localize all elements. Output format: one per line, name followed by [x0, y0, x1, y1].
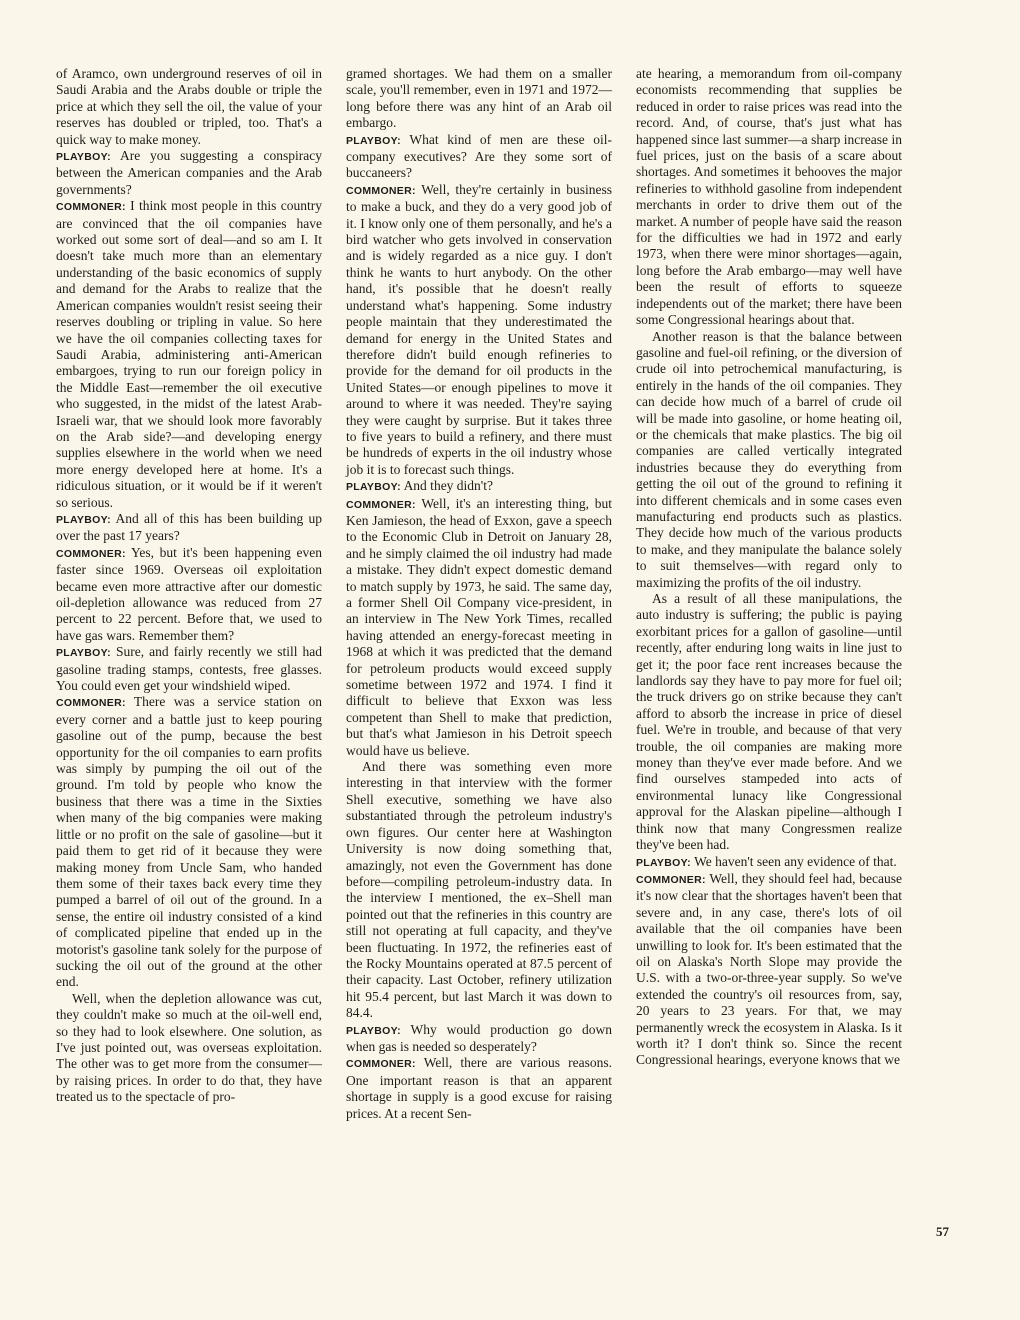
paragraph	[346, 1022, 612, 1056]
paragraph-text: And all of this has been building up over the past 17 years?	[56, 510, 322, 544]
paragraph	[56, 198, 322, 511]
paragraph	[636, 871, 902, 1069]
paragraph-text: Well, it's an interesting thing, but Ken Jamieson, the head of Exxon, gave a speech to the Economic Club in Detroit on January 28, and he simply claimed the oil industry had made a mistake. They didn't expect domestic demand to match supply by 1973, he said. The same day, a former Shell Oil Company vice-president, in an interview in The New York Times, recalled having attended an energy-forecast meeting in 1968 at which it was predicted that the demand for petroleum products would exceed supply sometime between 1972 and 1974. I find it difficult to believe that Exxon was less competent than Shell to make that prediction, but that's what Jamieson in his Detroit speech would have us believe.	[346, 495, 612, 758]
paragraph	[346, 66, 612, 132]
paragraph-text: of Aramco, own underground reserves of oil in Saudi Arabia and the Arabs double or triple the price at which they sell the oil, the value of your reserves has doubled or tripled, too. That's a quick way to make money.	[56, 66, 322, 147]
speaker-label: COMMONER:	[56, 697, 126, 710]
paragraph-text: As a result of all these manipulations, the auto industry is suffering; the public is paying exorbitant prices for a gallon of gasoline—until recently, after enduring long waits in line just to get it; the poor face rent increases because the landlords say they have to pay more for fuel oil; the truck drivers go on strike because they can't afford to absorb the increase in price of diesel fuel. We're in trouble, and because of that very trouble, the oil companies are making more money than they've ever made before. And we find ourselves stampeded into acts of environmental lunacy like Congressional approval for the Alaskan pipeline—although I think now that many Congressmen realize they've been had.	[636, 591, 902, 853]
paragraph-text: Yes, but it's been happening even faster since 1969. Overseas oil exploitation became even more attractive after our domestic oil-depletion allowance was reduced from 27 percent to 22 percent. Before that, we used to have gas wars. Remember them?	[56, 544, 323, 643]
paragraph	[346, 478, 612, 495]
paragraph	[346, 496, 612, 760]
paragraph	[56, 644, 322, 694]
paragraph	[636, 66, 902, 329]
page-number: 57	[936, 1224, 949, 1239]
paragraph-text: Are you suggesting a conspiracy between the American companies and the Arab governments?	[56, 148, 322, 197]
paragraph-text: Well, they're certainly in business to make a buck, and they do a very good job of it. I know only one of them personally, and he's a bird watcher who gets involved in conservation and is widely regarded as a nice guy. I don't think he wants to hurt anybody. On the other hand, it's possible that he doesn't really understand what's happening. Some industry people maintain that they underestimated the demand for energy in the United States and therefore didn't build enough refineries to provide for the demand for oil products in the United States—or enough pipelines to move it around to where it was needed. They're saying they were caught by surprise. But it takes three to five years to build a refinery, and there must be hundreds of experts in the oil industry whose job it is to forecast such things.	[346, 181, 612, 477]
paragraph-text: ate hearing, a memorandum from oil-company economists recommending that supplies be reduced in order to raise prices was read into the record. And, of course, that's just what has happened since last summer—a sharp increase in fuel prices, just on the basis of a scare about shortages. And sometimes it behooves the major refineries to withhold gasoline from independent merchants in order to drive them out of the market. A number of people have said the reason for the difficulties we had in 1972 and early 1973, when there were minor shortages—again, long before the Arab embargo—may well have been the result of efforts to squeeze independents out of the market; there have been some Congressional hearings about that.	[636, 66, 902, 328]
text-column-1	[56, 66, 322, 1106]
speaker-label: PLAYBOY:	[346, 1024, 401, 1037]
speaker-label: COMMONER:	[56, 547, 126, 560]
paragraph-text: There was a service station on every corner and a battle just to keep pouring gasoline out of the pump, because the best opportunity for the oil companies to earn profits was simply by pumping the oil out of the ground. I'm told by people who know the business that there was a time in the Sixties when many of the big companies were making little or no profit on the sale of gasoline—but it paid them to get rid of it because they were making money from Uncle Sam, who handed them some of their taxes back every time they pumped a barrel of oil out of the ground. In a sense, the entire oil industry consisted of a kind of complicated pipeline that ended up in the motorist's gasoline tank solely for the purpose of sucking the oil out of the ground at the other end.	[56, 694, 322, 990]
paragraph-text: What kind of men are these oil-company executives? Are they some sort of buccaneers?	[346, 131, 612, 181]
speaker-label: COMMONER:	[346, 184, 416, 197]
paragraph-text: Another reason is that the balance between gasoline and fuel-oil refining, or the diversion of crude oil into petrochemical manufacturing, is entirely in the hands of the oil companies. They can decide how much of a barrel of crude oil will be made into gasoline, or home heating oil, or the chemicals that make plastics. The big oil companies are called vertically integrated industries because they do everything from getting the oil out of the ground to refining it into different chemicals and in some cases even manufacturing end products such as plastics. They decide how much of the various products to make, and they manipulate the balance solely to suit themselves—with regard only to maximizing the profits of the oil industry.	[636, 328, 902, 590]
paragraph	[346, 1055, 612, 1122]
paragraph-text: Well, there are various reasons. One important reason is that an apparent shortage in supply is a good excuse for raising prices. At a recent Sen-	[346, 1055, 612, 1121]
speaker-label: COMMONER:	[636, 873, 706, 886]
speaker-label: COMMONER:	[346, 1058, 416, 1071]
paragraph	[56, 511, 322, 545]
speaker-label: PLAYBOY:	[636, 856, 691, 869]
paragraph	[56, 545, 322, 644]
paragraph-text: Why would production go down when gas is needed so desperately?	[346, 1021, 612, 1054]
paragraph-text: Well, they should feel had, because it's now clear that the shortages haven't been that severe and, in any case, there's lots of oil available that the oil companies have been unwilling to look for. It's been estimated that the oil on Alaska's North Slope may provide the U.S. with a two-or-three-year supply. So we've extended the country's oil resources from, say, 20 years to 23 years. For that, we may permanently wreck the ecosystem in Alaska. Is it worth it? I don't think so. Since the recent Congressional hearings, everyone knows that we	[636, 870, 902, 1068]
paragraph-text: We haven't seen any evidence of that.	[694, 853, 897, 869]
paragraph	[346, 132, 612, 182]
speaker-label: PLAYBOY:	[56, 151, 111, 164]
paragraph	[636, 591, 902, 854]
text-column-2	[346, 66, 612, 1122]
speaker-label: COMMONER:	[56, 201, 126, 214]
paragraph	[56, 991, 322, 1106]
speaker-label: PLAYBOY:	[346, 134, 401, 147]
paragraph-text: Sure, and fairly recently we still had gasoline trading stamps, contests, free glasses. You could even get your windshield wiped.	[56, 644, 323, 694]
paragraph-text: I think most people in this country are convinced that the oil companies have worked out some sort of deal—and so am I. It doesn't take much more than an elementary understanding of the basic economics of supply and demand for the Arabs to realize that the American companies wouldn't resist seeing their reserves doubling or tripling in value. So here we have the oil companies collecting taxes for Saudi Arabia, administering anti-American embargoes, trying to run our foreign policy in the Middle East—remember the oil executive who suggested, in the midst of the latest Arab-Israeli war, that we should look more favorably on the Arab side?—and developing energy supplies elsewhere in the world when we need more energy developed here at home. It's a ridiculous situation, or it would be if it weren't so serious.	[56, 198, 323, 510]
paragraph	[346, 182, 612, 478]
speaker-label: COMMONER:	[346, 498, 416, 511]
paragraph-text: Well, when the depletion allowance was cut, they couldn't make so much at the oil-well end, so they had to look elsewhere. One solution, as I've just pointed out, was overseas exploitation. The other was to get more from the consumer—by raising prices. In order to do that, they have treated us to the spectacle of pro-	[56, 990, 322, 1105]
paragraph	[56, 66, 322, 148]
speaker-label: PLAYBOY:	[56, 513, 111, 526]
paragraph	[636, 854, 902, 871]
paragraph	[346, 759, 612, 1022]
paragraph-text: And there was something even more interesting in that interview with the former Shell executive, something we have also substantiated through the petroleum industry's own figures. Our center here at Washington University is now doing something that, amazingly, not even the Government has done before—compiling petroleum-industry data. In the interview I mentioned, the ex–Shell man pointed out that the refineries in this country are still not operating at full capacity, and they've been fluctuating. In 1972, the refineries east of the Rocky Mountains operated at 87.5 percent of their capacity. Last October, refinery utilization hit 95.4 percent, but last March it was down to 84.4.	[346, 759, 612, 1021]
paragraph-text: gramed shortages. We had them on a smaller scale, you'll remember, even in 1971 and 1972—long before there was any hint of an Arab oil embargo.	[346, 66, 612, 131]
paragraph-text: And they didn't?	[403, 478, 493, 494]
paragraph	[636, 329, 902, 592]
speaker-label: PLAYBOY:	[346, 481, 401, 494]
speaker-label: PLAYBOY:	[56, 647, 111, 660]
paragraph	[56, 148, 322, 198]
text-column-3	[636, 66, 902, 1069]
paragraph	[56, 694, 322, 990]
